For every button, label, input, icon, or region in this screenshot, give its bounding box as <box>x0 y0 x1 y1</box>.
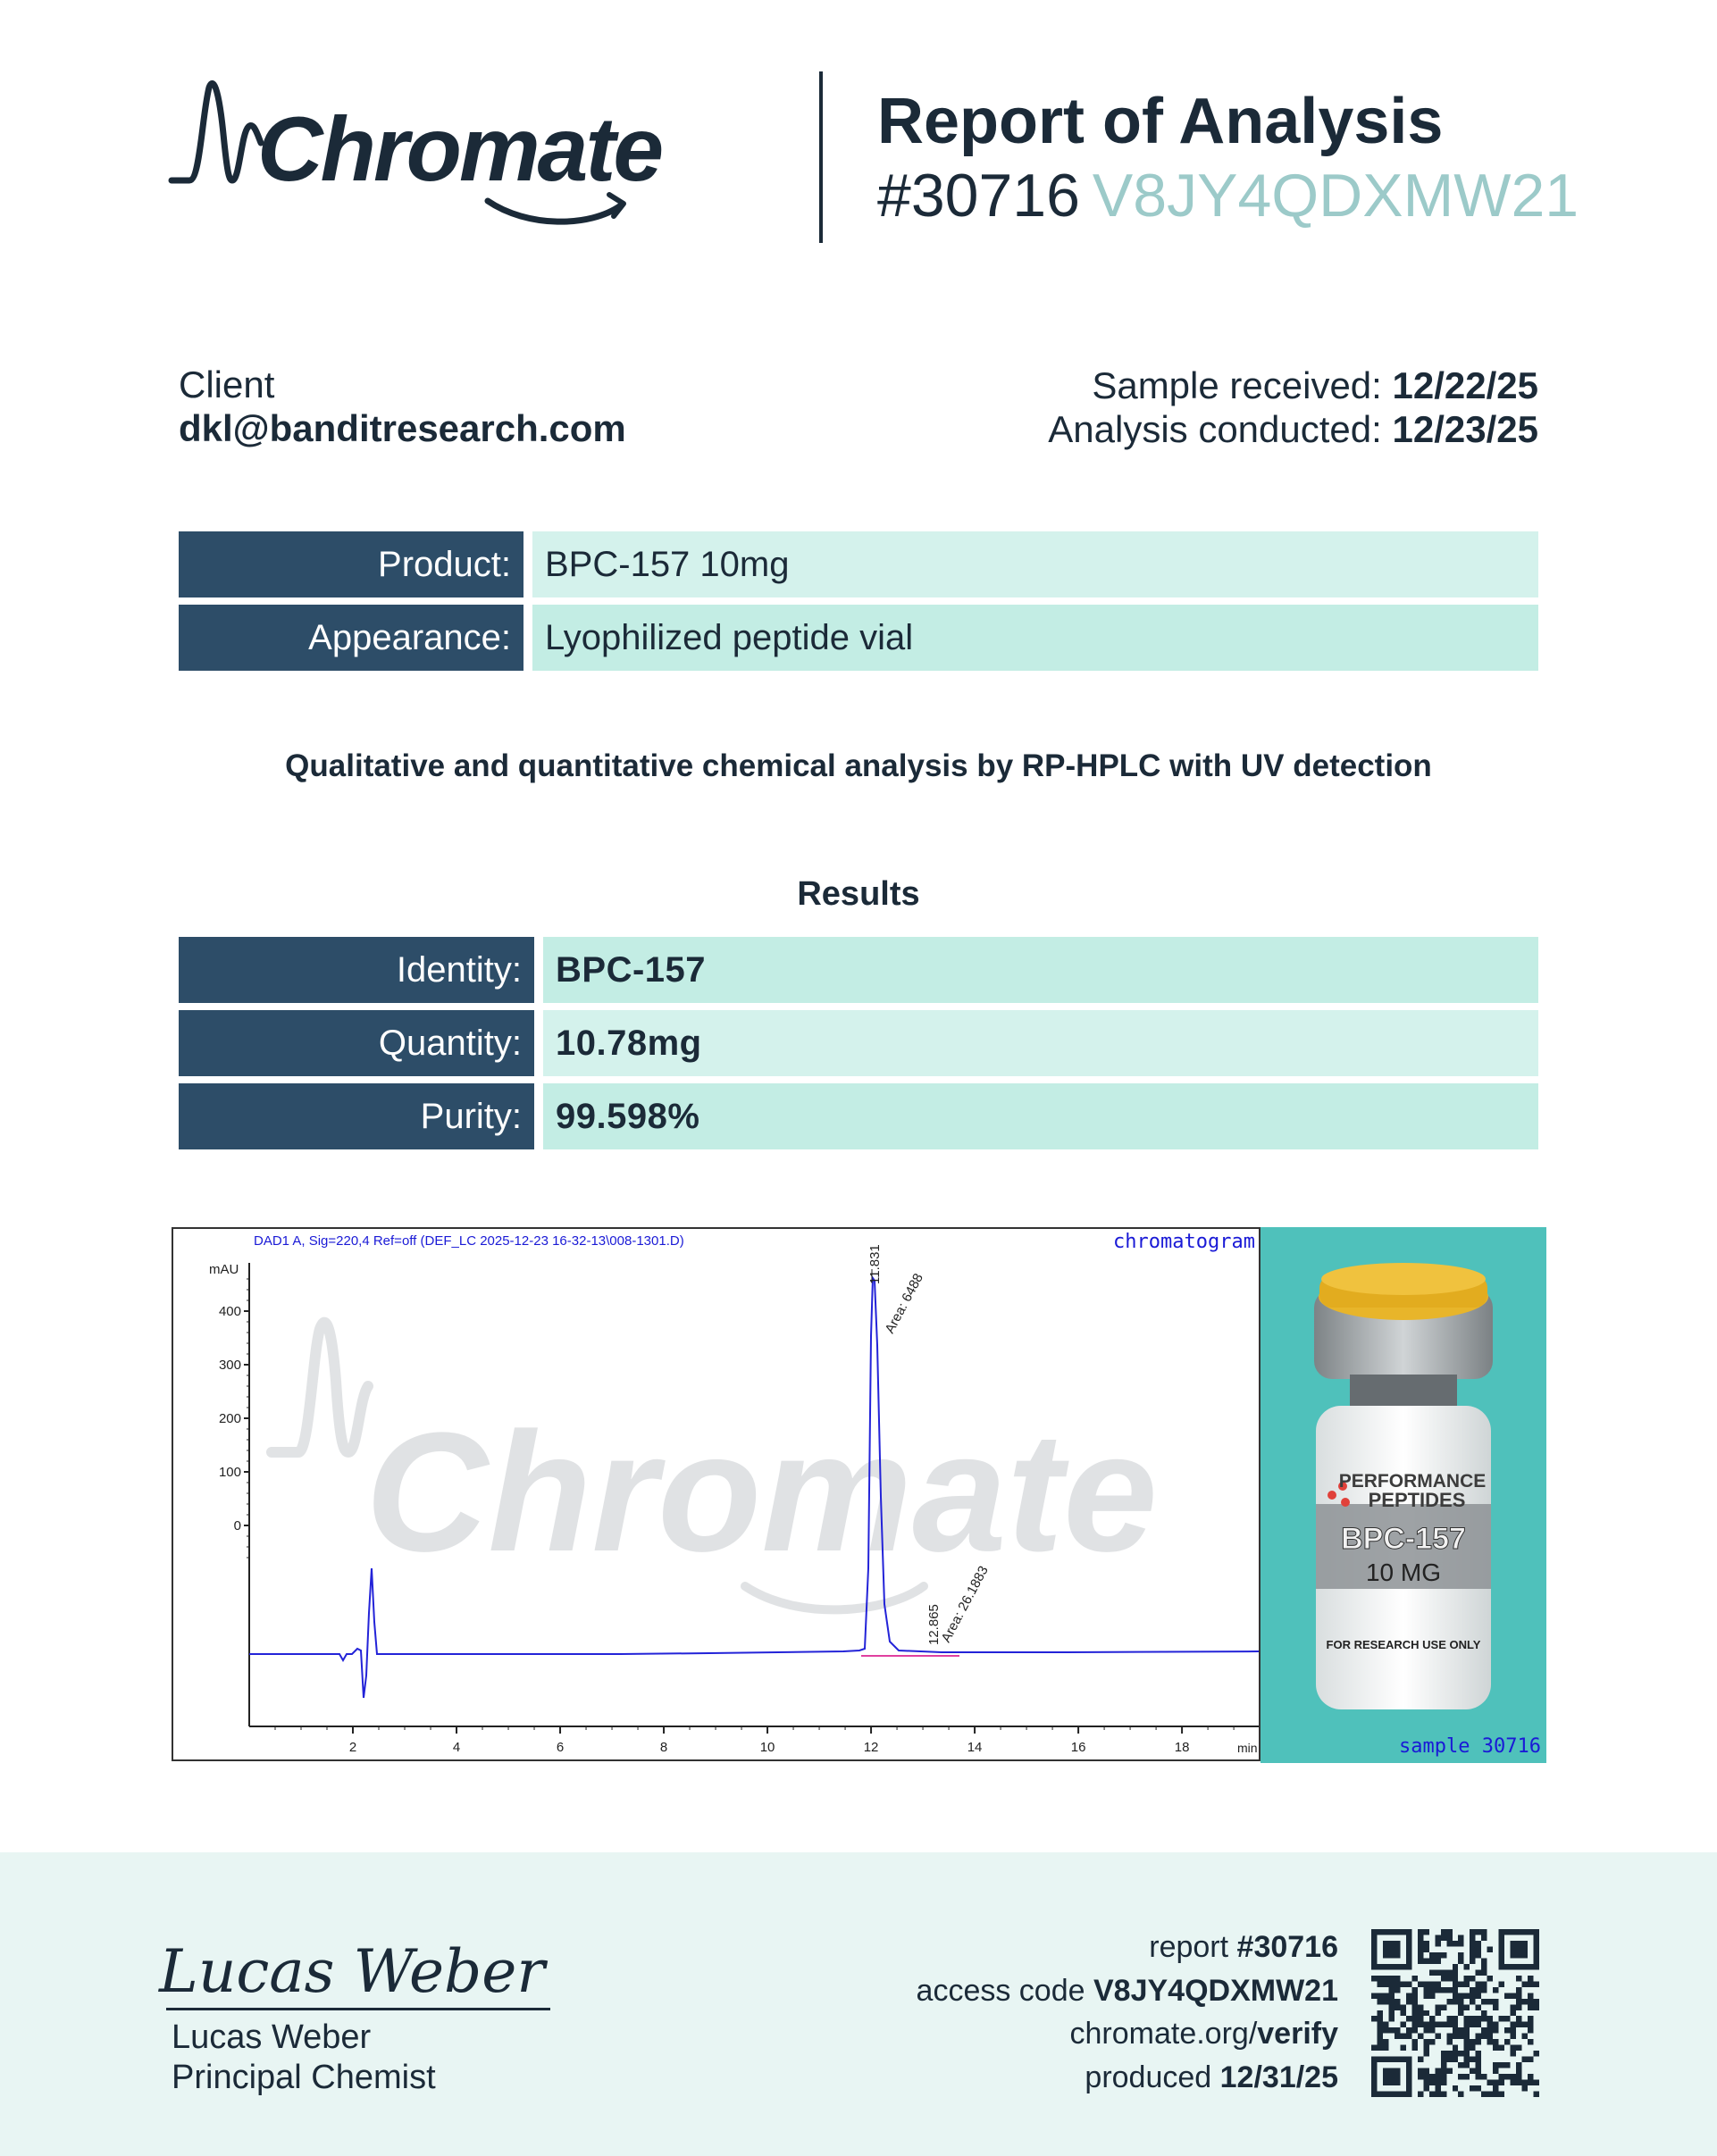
appearance-label: Appearance: <box>179 605 523 671</box>
x-tick-label: 16 <box>1070 1740 1086 1755</box>
y-tick-label: 100 <box>218 1465 241 1480</box>
x-tick-label: 14 <box>967 1740 983 1755</box>
report-number: #30716 <box>877 162 1080 230</box>
report-meta <box>917 1926 1338 2099</box>
y-tick-label: 400 <box>218 1304 241 1319</box>
x-tick-label: 12 <box>863 1740 879 1755</box>
vial-product: BPC-157 <box>1341 1522 1466 1556</box>
meta-access-code: access code V8JY4QDXMW21 <box>916 1973 1338 2008</box>
report-title: Report of Analysis <box>877 86 1444 157</box>
sample-photo <box>1261 1227 1546 1763</box>
logo-wordmark: Chromate <box>257 98 662 200</box>
purity-row <box>179 1083 1538 1149</box>
purity-label: Purity: <box>179 1083 534 1149</box>
sample-dates <box>1048 364 1538 451</box>
analysis-conducted: Analysis conducted: 12/23/25 <box>1048 408 1538 450</box>
quantity-value: 10.78mg <box>543 1010 1538 1076</box>
purity-value: 99.598% <box>543 1083 1538 1149</box>
watermark-logo <box>272 1323 1158 1610</box>
x-tick-label: 2 <box>348 1740 357 1755</box>
product-label: Product: <box>179 531 523 597</box>
x-tick-label: 8 <box>659 1740 668 1755</box>
peak-2-area: Area: 26.1883 <box>938 1563 992 1645</box>
quantity-row <box>179 1010 1538 1076</box>
meta-report: report #30716 <box>1149 1930 1338 1964</box>
x-tick-label: 6 <box>556 1740 565 1755</box>
report-id <box>877 161 1579 230</box>
y-tick-label: 0 <box>233 1518 241 1533</box>
product-value: BPC-157 10mg <box>532 531 1538 597</box>
client-label: Client <box>179 364 275 405</box>
method-description: Qualitative and quantitative chemical analysis by RP-HPLC with UV detection <box>285 748 1432 783</box>
identity-row <box>179 937 1538 1003</box>
meta-produced: produced 12/31/25 <box>1085 2060 1338 2094</box>
vial-brand-1: PERFORMANCE <box>1338 1471 1487 1492</box>
identity-value: BPC-157 <box>543 937 1538 1003</box>
meta-verify-link[interactable]: chromate.org/verify <box>1069 2017 1338 2051</box>
chromatogram-tag: chromatogram <box>1113 1231 1255 1253</box>
vial-brand-2: PEPTIDES <box>1368 1489 1466 1511</box>
client-email: dkl@banditresearch.com <box>179 407 626 449</box>
signer-name: Lucas Weber <box>172 2018 372 2056</box>
chromatogram-panel <box>172 1227 1261 1761</box>
product-row <box>179 531 1538 597</box>
signer-title: Principal Chemist <box>172 2059 436 2096</box>
x-unit: min <box>1237 1741 1258 1755</box>
qr-code[interactable] <box>1371 1929 1539 2097</box>
vial-dose: 10 MG <box>1365 1559 1442 1586</box>
sample-tag: sample 30716 <box>1399 1735 1541 1758</box>
chromatogram-plot <box>173 1229 1261 1761</box>
peak-1-rt: 11.831 <box>867 1244 883 1284</box>
peak-2-rt: 12.865 <box>926 1604 942 1645</box>
identity-label: Identity: <box>179 937 534 1003</box>
x-tick-label: 4 <box>452 1740 461 1755</box>
y-unit: mAU <box>209 1262 239 1277</box>
x-tick-label: 18 <box>1174 1740 1190 1755</box>
quantity-label: Quantity: <box>179 1010 534 1076</box>
sample-received: Sample received: 12/22/25 <box>1092 364 1538 406</box>
access-code: V8JY4QDXMW21 <box>1092 162 1579 230</box>
header-divider <box>819 71 823 243</box>
watermark-text: Chromate <box>365 1398 1158 1587</box>
x-tick-label: 10 <box>759 1740 775 1755</box>
signature-line <box>166 2008 550 2010</box>
y-axis-ticks <box>219 1279 249 1558</box>
y-tick-label: 200 <box>218 1411 241 1426</box>
x-axis-ticks <box>275 1726 1234 1755</box>
y-tick-label: 300 <box>218 1358 241 1373</box>
results-heading: Results <box>797 875 920 913</box>
chromatogram-header: DAD1 A, Sig=220,4 Ref=off (DEF_LC 2025-12-23 16-32-13\008-1301.D) <box>254 1233 684 1249</box>
signature <box>159 1927 552 2008</box>
appearance-row <box>179 605 1538 671</box>
vial-note: FOR RESEARCH USE ONLY <box>1326 1638 1481 1651</box>
peak-1-area: Area: 6488 <box>882 1271 926 1336</box>
signature-text: Lucas Weber <box>159 1937 545 2006</box>
chromate-logo <box>170 80 670 232</box>
appearance-value: Lyophilized peptide vial <box>532 605 1538 671</box>
